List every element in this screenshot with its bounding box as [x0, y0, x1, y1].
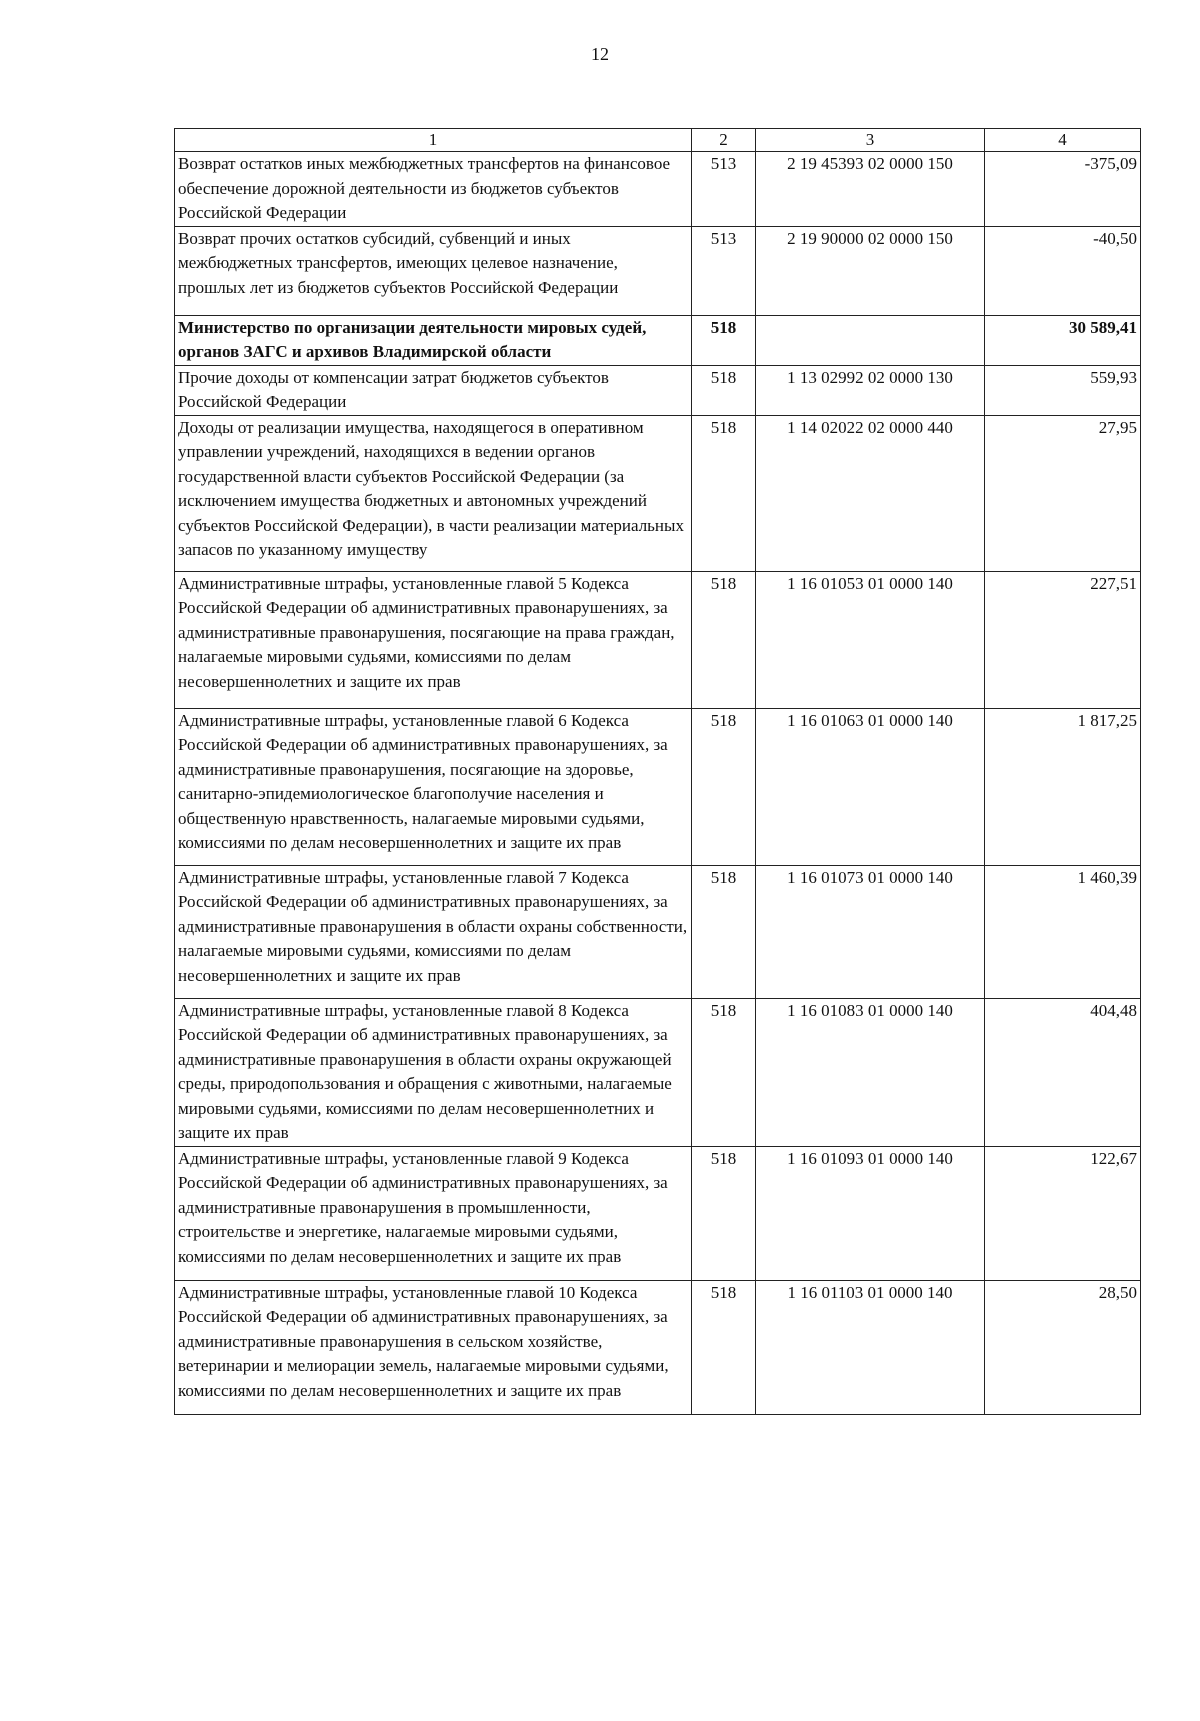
cell-code: 518	[692, 998, 756, 1146]
cell-sum: 559,93	[985, 365, 1141, 415]
table-row	[175, 152, 1141, 227]
cell-name: Министерство по организации деятельности мировых судей, органов ЗАГС и архивов Владимирской области	[175, 315, 692, 365]
cell-name: Административные штрафы, установленные главой 6 Кодекса Российской Федерации об административных правонарушениях, за административные правонарушения, посягающие на здоровье, санитарно-эпидемиологическое благополучие населения и общественную нравственность, налагаемые мировыми судьями, комиссиями по делам несовершеннолетних и защите их прав	[175, 708, 692, 865]
page-number: 12	[591, 44, 609, 64]
table-row	[175, 571, 1141, 708]
table-row	[175, 415, 1141, 571]
table-row	[175, 998, 1141, 1146]
cell-code: 518	[692, 365, 756, 415]
cell-name: Административные штрафы, установленные главой 7 Кодекса Российской Федерации об административных правонарушениях, за административные правонарушения в области охраны собственности, налагаемые мировыми судьями, комиссиями по делам несовершеннолетних и защите их прав	[175, 865, 692, 998]
cell-name: Прочие доходы от компенсации затрат бюджетов субъектов Российской Федерации	[175, 365, 692, 415]
cell-kbk: 2 19 90000 02 0000 150	[756, 226, 985, 315]
header-cell-name: 1	[175, 129, 692, 152]
table-row	[175, 315, 1141, 365]
cell-kbk: 1 16 01083 01 0000 140	[756, 998, 985, 1146]
cell-name: Административные штрафы, установленные главой 10 Кодекса Российской Федерации об административных правонарушениях, за административные правонарушения в сельском хозяйстве, ветеринарии и мелиорации земель, налагаемые мировыми судьями, комиссиями по делам несовершеннолетних и защите их прав	[175, 1280, 692, 1414]
cell-kbk: 1 13 02992 02 0000 130	[756, 365, 985, 415]
table-header-row	[175, 129, 1141, 152]
table-row	[175, 1146, 1141, 1280]
cell-kbk: 1 16 01103 01 0000 140	[756, 1280, 985, 1414]
table-body	[175, 152, 1141, 1415]
cell-code: 518	[692, 1146, 756, 1280]
cell-code: 518	[692, 315, 756, 365]
revenue-table	[174, 128, 1141, 1415]
table-row	[175, 365, 1141, 415]
cell-sum: 404,48	[985, 998, 1141, 1146]
cell-name: Возврат остатков иных межбюджетных трансфертов на финансовое обеспечение дорожной деятельности из бюджетов субъектов Российской Федерации	[175, 152, 692, 227]
cell-code: 518	[692, 415, 756, 571]
cell-kbk: 1 16 01053 01 0000 140	[756, 571, 985, 708]
cell-sum: 227,51	[985, 571, 1141, 708]
cell-kbk: 2 19 45393 02 0000 150	[756, 152, 985, 227]
table-row	[175, 708, 1141, 865]
cell-code: 518	[692, 708, 756, 865]
cell-name: Административные штрафы, установленные главой 5 Кодекса Российской Федерации об административных правонарушениях, за административные правонарушения, посягающие на права граждан, налагаемые мировыми судьями, комиссиями по делам несовершеннолетних и защите их прав	[175, 571, 692, 708]
cell-sum: 1 817,25	[985, 708, 1141, 865]
cell-sum: 30 589,41	[985, 315, 1141, 365]
cell-sum: 28,50	[985, 1280, 1141, 1414]
cell-code: 513	[692, 152, 756, 227]
cell-name: Административные штрафы, установленные главой 9 Кодекса Российской Федерации об административных правонарушениях, за административные правонарушения в промышленности, строительстве и энергетике, налагаемые мировыми судьями, комиссиями по делам несовершеннолетних и защите их прав	[175, 1146, 692, 1280]
table-row	[175, 1280, 1141, 1414]
cell-code: 513	[692, 226, 756, 315]
header-cell-kbk: 3	[756, 129, 985, 152]
cell-kbk: 1 14 02022 02 0000 440	[756, 415, 985, 571]
cell-kbk	[756, 315, 985, 365]
cell-sum: 122,67	[985, 1146, 1141, 1280]
cell-kbk: 1 16 01063 01 0000 140	[756, 708, 985, 865]
cell-code: 518	[692, 865, 756, 998]
cell-sum: -40,50	[985, 226, 1141, 315]
table-row	[175, 865, 1141, 998]
header-cell-sum: 4	[985, 129, 1141, 152]
cell-sum: 1 460,39	[985, 865, 1141, 998]
header-cell-code: 2	[692, 129, 756, 152]
cell-code: 518	[692, 571, 756, 708]
cell-name: Доходы от реализации имущества, находящегося в оперативном управлении учреждений, находящихся в ведении органов государственной власти субъектов Российской Федерации (за исключением имущества бюджетных и автономных учреждений субъектов Российской Федерации), в части реализации материальных запасов по указанному имуществу	[175, 415, 692, 571]
table-row	[175, 226, 1141, 315]
cell-code: 518	[692, 1280, 756, 1414]
cell-kbk: 1 16 01093 01 0000 140	[756, 1146, 985, 1280]
cell-name: Возврат прочих остатков субсидий, субвенций и иных межбюджетных трансфертов, имеющих целевое назначение, прошлых лет из бюджетов субъектов Российской Федерации	[175, 226, 692, 315]
cell-name: Административные штрафы, установленные главой 8 Кодекса Российской Федерации об административных правонарушениях, за административные правонарушения в области охраны окружающей среды, природопользования и обращения с животными, налагаемые мировыми судьями, комиссиями по делам несовершеннолетних и защите их прав	[175, 998, 692, 1146]
cell-sum: 27,95	[985, 415, 1141, 571]
cell-kbk: 1 16 01073 01 0000 140	[756, 865, 985, 998]
cell-sum: -375,09	[985, 152, 1141, 227]
